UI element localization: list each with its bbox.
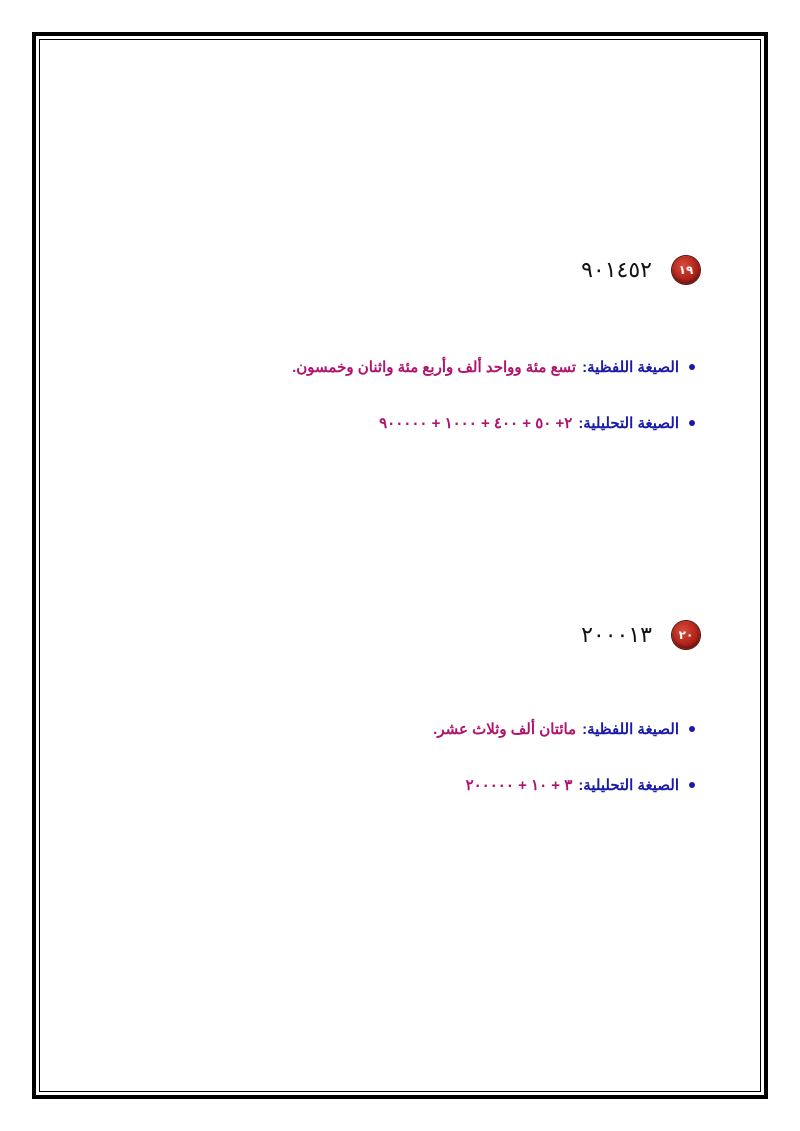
problem-19-word-form — [292, 358, 695, 376]
problem-20-number: ٢٠٠٠١٣ — [581, 622, 652, 648]
page-border-inner — [39, 39, 761, 1092]
problem-20-expanded-form — [466, 776, 695, 794]
bullet-icon — [689, 726, 695, 732]
bullet-icon — [689, 782, 695, 788]
expanded-form-label: الصيغة التحليلية: — [578, 777, 679, 794]
problem-19-number: ٩٠١٤٥٢ — [581, 257, 652, 283]
expanded-form-value: ٢+ ٥٠ + ٤٠٠ + ١٠٠٠ + ٩٠٠٠٠٠ — [379, 415, 573, 432]
problem-19-header — [581, 256, 700, 284]
word-form-value: مائتان ألف وثلاث عشر. — [433, 721, 577, 738]
bullet-icon — [689, 364, 695, 370]
problem-20-header — [581, 621, 700, 649]
expanded-form-label: الصيغة التحليلية: — [578, 415, 679, 432]
word-form-label: الصيغة اللفظية: — [582, 721, 679, 738]
problem-19-badge: ١٩ — [672, 256, 700, 284]
word-form-value: تسع مئة وواحد ألف وأربع مئة واثنان وخمسون. — [292, 359, 577, 376]
expanded-form-value: ٣ + ١٠ + ٢٠٠٠٠٠ — [465, 777, 573, 794]
problem-20-word-form — [433, 720, 695, 738]
problem-19-expanded-form — [379, 414, 695, 432]
bullet-icon — [689, 420, 695, 426]
word-form-label: الصيغة اللفظية: — [582, 359, 679, 376]
problem-20-badge: ٢٠ — [672, 621, 700, 649]
